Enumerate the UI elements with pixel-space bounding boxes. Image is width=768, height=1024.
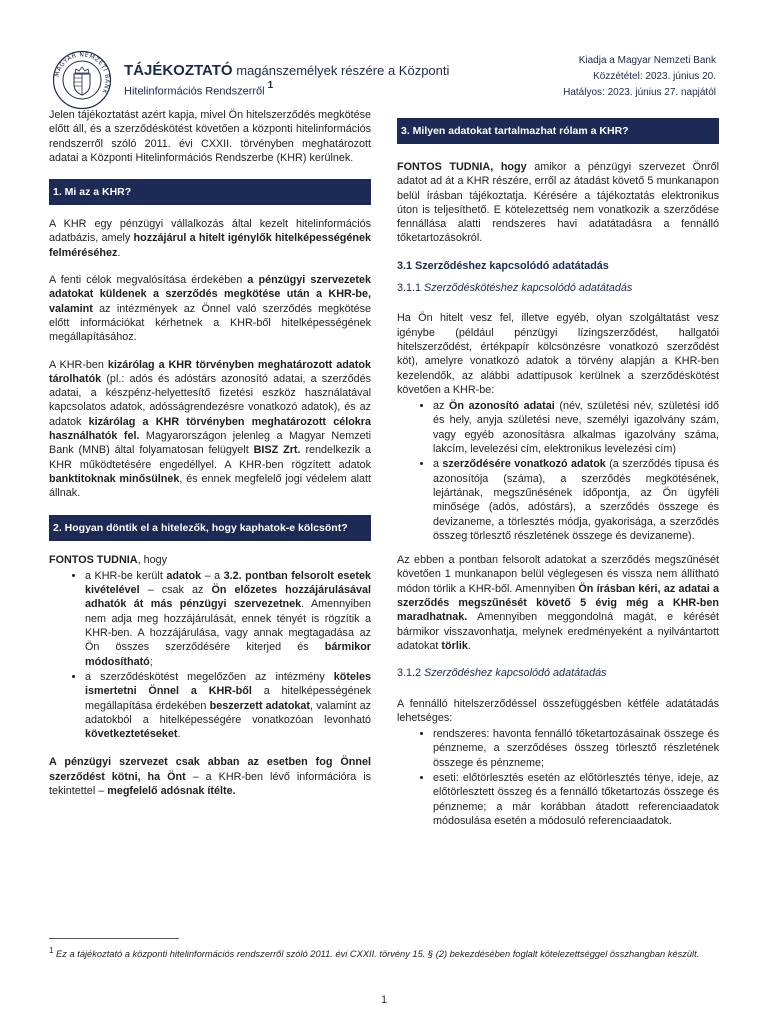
issuer: Kiadja a Magyar Nemzeti Bank <box>578 55 716 66</box>
intro-paragraph: Jelen tájékoztatást azért kapja, mivel Ön hitelszerződés megkötése előtt áll, és a szerződéskötést követően a központi hitelinformációs rendszerről szóló 2011. évi CXXII. törvényben meghatározott adatai a Központi Hitelinformációs Rendszerbe (KHR) kerülnek. <box>49 109 371 164</box>
s1-paragraph-1: A KHR egy pénzügyi vállalkozás által kezelt hitelinformációs adatbázis, amely hozzájárul a hitelt igénylők hitelképességének felméréséhez. <box>49 218 371 259</box>
s1-paragraph-3: A KHR-ben kizárólag a KHR törvényben meghatározott adatok tárolhatók (pl.: adós és adóstárs azonosító adatai, a szerződés adatai, a készpénz-helyettesítő fizetési eszköz használatával kapcsolatos adatok, adósságrendezésre vonatkozó adatok), és az adatok kizárólag a KHR törvényben meghatározott célokra használhatók fel. Magyarországon jelenleg a Magyar Nemzeti Bank (MNB) által folyamatosan felügyelt BISZ Zrt. rendelkezik a KHR működtetésére engedéllyel. A KHR-ben rögzített adatok banktitoknak minősülnek, és ennek megfelelő jogi védelem alatt állnak. <box>49 358 372 500</box>
section-2-heading: 2. Hogyan döntik el a hitelezők, hogy kaphatok-e kölcsönt? <box>49 515 371 541</box>
s3-paragraph-4: A fennálló hitelszerződéssel összefüggésben kétféle adatátadás lehetséges: <box>397 697 719 724</box>
logo-text: MAGYAR NEMZETI BANK <box>53 51 111 96</box>
document-title <box>124 62 449 98</box>
footnote: $^1$ Ez a tájékoztató a központi hitelinformációs rendszerről szóló 2011. évi CXXII. törvény 15. § (2) bekezdésében foglalt kötelezettséggel összhangban készült. <box>49 946 700 960</box>
s3-paragraph-2: Ha Ön hitelt vesz fel, illetve egyéb, olyan szolgáltatást vesz igénybe (például pénzügyi lízingszerződést, hallgatói hitelszerződést, értékpapír kölcsönzésre vonatkozó szerződést köt), amelyre vonatkozó adatok a törvény alapján a KHR-ben kezelendők, az alábbi adattípusok kerülnek a szerződéskötést követően a KHR-be: <box>397 312 719 396</box>
list-item: • a KHR-be került adatok – a 3.2. pontban felsorolt esetek kivételével – csak az Ön előzetes hozzájárulásával adhatók át más pénzügyi szervezetnek. Amennyiben nem adja meg hozzájárulását, ennek tényét is rögzítik a KHR-ben. A hozzájárulása, vagy annak megtagadása az Ön összes szerződésére kiterjed és bármikor módosítható; <box>85 569 371 669</box>
s2-final: A pénzügyi szervezet csak abban az esetben fog Önnel szerződést kötni, ha Önt – a KHR-ben lévő információra is tekintettel – megfelelő adósnak ítélte. <box>49 756 372 797</box>
section-3-heading: 3. Milyen adatokat tartalmazhat rólam a KHR? <box>397 118 719 144</box>
mnb-seal-icon <box>52 50 112 110</box>
effective-date: Hatályos: 2023. június 27. napjától <box>563 87 716 98</box>
publication-date: Közzététel: 2023. június 20. <box>593 71 716 82</box>
list-item: • eseti: előtörlesztés esetén az előtörlesztés ténye, ideje, az előtörlesztett összeg és a fennálló tőketartozás összege és pénzneme; a már korábban átadott referenciaadatok módosulása esetén a módosuló referenciaadatok. <box>433 771 719 828</box>
publication-info <box>563 53 716 101</box>
page-number: 1 <box>380 994 388 1006</box>
title-rest: magánszemélyek részére a Központi <box>236 63 450 78</box>
subsection-3-1: 3.1 Szerződéshez kapcsolódó adatátadás <box>397 259 609 272</box>
left-column <box>49 108 371 811</box>
s2-lead: FONTOS TUDNIA, hogy <box>49 553 167 566</box>
subsection-3-1-1: 3.1.1 Szerződéskötéshez kapcsolódó adatátadás <box>397 282 633 295</box>
footnote-divider <box>49 938 179 939</box>
right-column <box>397 118 719 838</box>
s3-data-list <box>397 399 719 543</box>
title-bold: TÁJÉKOZTATÓ <box>124 62 233 79</box>
subsection-3-1-2: 3.1.2 Szerződéshez kapcsolódó adatátadás <box>397 667 607 680</box>
title-line2: Hitelinformációs Rendszerről <box>124 85 265 98</box>
s3-transfer-list <box>397 727 719 828</box>
section-1-heading: 1. Mi az a KHR? <box>49 179 371 205</box>
s3-paragraph-1: FONTOS TUDNIA, hogy amikor a pénzügyi szervezet Önről adatot ad át a KHR részére, erről az átadást követő 5 munkanapon belül írásban tájékoztatja. Kérésére a tájékoztatás elektronikus úton is teljesíthető. E kötelezettség nem vonatkozik a szerződése fennállása alatti rendszeres havi adatátadásra a fennálló tőketartozásokról. <box>397 161 719 245</box>
list-item: • rendszeres: havonta fennálló tőketartozásainak összege és pénzneme, a szerződéses összeg törlesztő részletének összege és pénzneme; <box>433 727 719 770</box>
list-item: • az Ön azonosító adatai (név, születési név, születési idő és hely, anyja születési neve, személyi igazolvány szám, vagy egyéb azonosításra alkalmas igazolvány száma, lakcím, levelezési cím, elektronikus levelezési cím) <box>433 399 719 456</box>
s1-paragraph-2: A fenti célok megvalósítása érdekében a pénzügyi szervezetek adatokat küldenek a szerződés megkötése után a KHR-be, valamint az intézmények az Önnel való szerződés megkötése előtt információkat kérhetnek a KHR-ből hitelképességének megállapításához. <box>49 274 371 344</box>
footnote-ref: 1 <box>267 80 274 91</box>
list-item: • a szerződésére vonatkozó adatok (a szerződés típusa és azonosítója (száma), a szerződés megkötésének, lejártának, megszűnésének időpontja, az Ön ügyféli minősége (adós, adóstárs), a szerződés összege és devizaneme, a törlesztés módja, gyakorisága, a szerződés összeg törlesztő részletének összege és devizaneme). <box>433 457 719 543</box>
s2-list <box>49 569 371 742</box>
s3-paragraph-3: Az ebben a pontban felsorolt adatokat a szerződés megszűnését követően 1 munkanapon belül véglegesen és vissza nem állítható módon törlik a KHR-ből. Amennyiben Ön írásban kéri, az adatai a szerződés megszűnését követő 5 évig még a KHR-ben maradhatnak. Amennyiben meggondolná magát, e kérését bármikor visszavonhatja, melynek eredményeként a nyilvántartott adatokat törlik. <box>397 554 719 652</box>
list-item: • a szerződéskötést megelőzően az intézmény köteles ismertetni Önnel a KHR-ből a hitelképességének megállapítása érdekében beszerzett adatokat, valamint az adatokból a hitelképességére vonatkozóan levonható következtetéseket. <box>85 670 371 741</box>
